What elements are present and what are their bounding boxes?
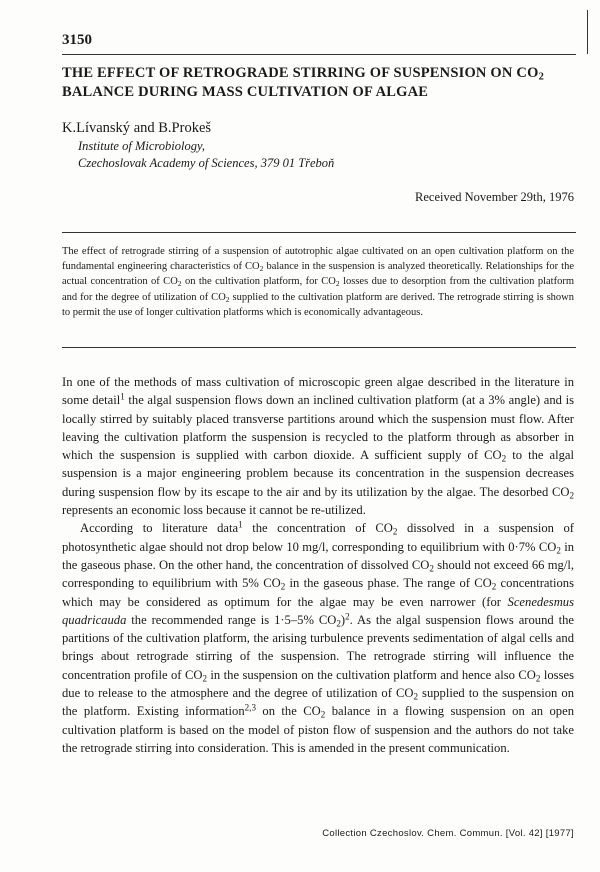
text-run: )	[340, 612, 346, 627]
text-run: should not exceed 66 mg/l, corresponding to equilibrium with 5% CO	[62, 557, 574, 591]
citation-superscript: 2,3	[244, 702, 256, 713]
subscript: 2	[280, 581, 286, 592]
subscript: 2	[202, 673, 207, 684]
affiliation-institute: Institute of Microbiology,	[78, 139, 205, 153]
citation-superscript: 1	[238, 519, 243, 530]
affiliation	[78, 138, 334, 172]
authors	[62, 120, 211, 137]
article-title	[62, 64, 576, 102]
author-livansky: K.Lívanský	[62, 120, 131, 136]
subscript: 2	[225, 294, 230, 304]
subscript: 2	[569, 490, 574, 501]
species-name: Scenedesmus quadricauda	[62, 594, 574, 627]
author-joiner: and	[130, 120, 159, 136]
text-run: the concentration of CO	[242, 521, 393, 536]
subscript: 2	[335, 279, 340, 289]
abstract-text: supplied to the cultivation platform are derived. The retrograde stirring is shown to permit the use of longer cultivation platforms which is economically advantageous.	[62, 291, 574, 318]
journal-footer: Collection Czechoslov. Chem. Commun. [Vol. 42] [1977]	[322, 828, 574, 839]
citation-superscript: 2	[345, 611, 350, 622]
text-run: supplied to the suspension on the platform. Existing information	[62, 686, 574, 719]
title-subscript: 2	[538, 71, 544, 83]
header-rule	[62, 54, 576, 55]
text-run: concentrations which may be considered as optimum for the algae may be even narrower (for	[62, 576, 574, 609]
text-run: dissolved in a suspension of photosynthetic algae should not drop below 10 mg/l, corresponding to equilibrium with 0·7% CO	[62, 521, 574, 554]
author-prokes: B.Prokeš	[158, 120, 212, 136]
subscript: 2	[429, 563, 434, 574]
subscript: 2	[177, 279, 182, 289]
text-run: losses due to release to the atmosphere and the degree of utilization of CO	[62, 667, 574, 701]
title-text-continued: BALANCE DURING MASS CULTIVATION OF ALGAE	[62, 84, 429, 100]
text-run: the recommended range is 1·5–5% CO	[126, 612, 337, 627]
abstract-top-rule	[62, 232, 576, 233]
text-run: balance in a flowing suspension on an open cultivation platform is based on the model of piston flow of suspension and the authors do not take the retrograde stirring into consideration. This is amended in the present communication.	[62, 704, 574, 755]
text-run: In one of the methods of mass cultivation of microscopic green algae described in the literature in some detail	[62, 375, 574, 408]
subscript: 2	[392, 526, 398, 537]
subscript: 2	[535, 673, 541, 684]
text-run: in the suspension on the cultivation platform and hence also CO	[206, 667, 536, 682]
body-text	[62, 373, 574, 757]
abstract	[62, 244, 574, 320]
text-run: represents an economic loss because it cannot be re-utilized.	[62, 503, 366, 518]
abstract-text: balance in the suspension is analyzed theoretically. Relationships for the actual concentration of CO	[62, 261, 575, 288]
page-edge-line	[587, 10, 589, 54]
text-run: According to literature data	[80, 521, 239, 536]
subscript: 2	[320, 709, 326, 720]
paragraph-2	[62, 519, 574, 757]
citation-superscript: 1	[120, 391, 125, 402]
page-number: 3150	[62, 32, 92, 48]
subscript: 2	[556, 544, 561, 555]
abstract-bottom-rule	[62, 347, 576, 348]
text-run: to the algal suspension is a major engineering problem because its concentration in the suspension decreases during suspension flow by its escape to the air and by its utilization by the algae. The desorbed CO	[62, 448, 575, 499]
subscript: 2	[336, 618, 341, 629]
text-run: in the gaseous phase. On the other hand, the concentration of dissolved CO	[62, 539, 574, 572]
subscript: 2	[491, 581, 497, 592]
abstract-text: The effect of retrograde stirring of a suspension of autotrophic algae cultivated on an open cultivation platform on the fundamental engineering characteristics of CO	[62, 246, 574, 273]
text-run: the algal suspension flows down an inclined cultivation platform (at a 3% angle) and is locally stirred by suitably placed transverse partitions around which the suspension must flow. After leaving the cultivation platform the suspension is recycled to the platform through as absorber in which the suspension is supplied with carbon dioxide. A sufficient supply of CO	[62, 393, 574, 463]
text-run: on the CO	[255, 704, 321, 719]
abstract-text: on the cultivation platform, for CO	[181, 276, 336, 288]
subscript: 2	[413, 691, 418, 702]
text-run: . As the algal suspension flows around the partitions of the cultivation platform, the arising turbulence prevents sedimentation of algal cells and brings about retrograde stirring of the suspension. The retrograde stirring will influence the concentration profile of CO	[62, 612, 575, 682]
paragraph-1	[62, 373, 574, 519]
received-date: Received November 29th, 1976	[415, 190, 574, 204]
affiliation-academy: Czechoslovak Academy of Sciences, 379 01 Třeboň	[78, 156, 335, 170]
subscript: 2	[501, 453, 507, 464]
text-run: in the gaseous phase. The range of CO	[285, 576, 492, 591]
title-text: THE EFFECT OF RETROGRADE STIRRING OF SUSPENSION ON CO	[62, 65, 539, 81]
subscript: 2	[259, 264, 264, 274]
abstract-text: losses due to desorption from the cultivation platform and for the degree of utilization of CO	[62, 276, 574, 303]
